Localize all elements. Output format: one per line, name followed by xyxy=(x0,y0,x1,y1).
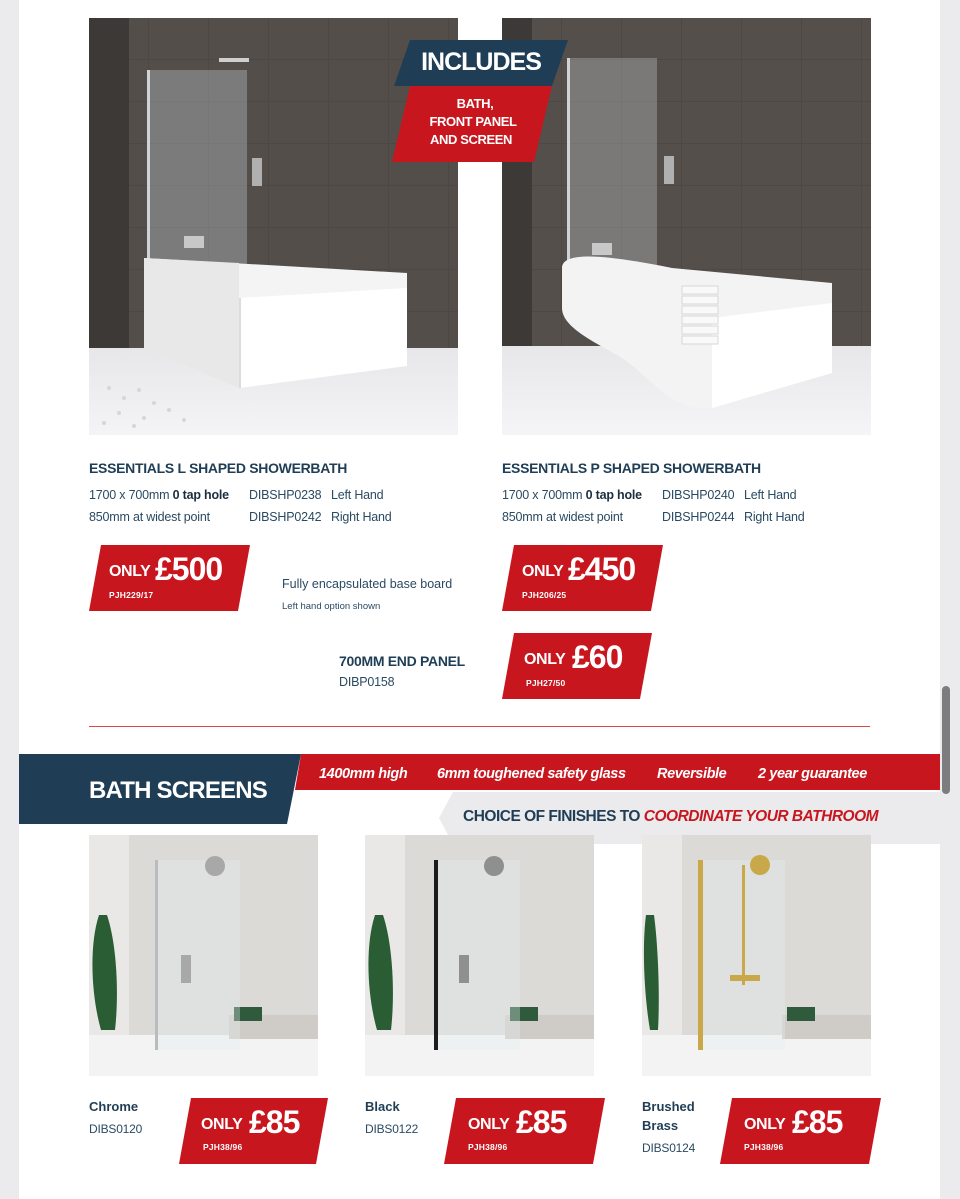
feature-reversible: Reversible xyxy=(657,766,727,782)
feature-guarantee: 2 year guarantee xyxy=(758,766,867,782)
product-title-p-shaped: ESSENTIALS P SHAPED SHOWERBATH xyxy=(502,460,761,476)
finish-line-1: Brushed xyxy=(642,1099,695,1114)
price-only-label: ONLY xyxy=(524,651,566,668)
price-ref: PJH206/25 xyxy=(522,590,567,600)
section-divider xyxy=(89,726,870,727)
price-amount: £450 xyxy=(568,551,636,587)
price-amount: £85 xyxy=(249,1104,300,1140)
product-code-left: DIBSHP0238 xyxy=(249,488,322,502)
product-widest-l-shaped: 850mm at widest point xyxy=(89,510,210,524)
scrollbar-thumb[interactable] xyxy=(942,686,950,794)
product-widest-p-shaped: 850mm at widest point xyxy=(502,510,623,524)
finish-line-1: Black xyxy=(365,1099,400,1114)
price-ref: PJH38/96 xyxy=(203,1142,243,1152)
price-tag-p-shaped xyxy=(502,545,663,611)
price-only-label: ONLY xyxy=(109,563,151,580)
bath-screens-heading: BATH SCREENS xyxy=(89,777,267,804)
product-code-left: DIBSHP0240 xyxy=(662,488,735,502)
size-text: 1700 x 700mm xyxy=(502,488,583,502)
price-only-label: ONLY xyxy=(744,1116,786,1133)
finish-line-1: Chrome xyxy=(89,1099,139,1114)
finish-name-chrome xyxy=(89,1097,138,1116)
product-title-l-shaped: ESSENTIALS L SHAPED SHOWERBATH xyxy=(89,460,348,476)
price-amount: £85 xyxy=(792,1104,843,1140)
option-shown-note: Left hand option shown xyxy=(282,601,381,612)
price-amount: £85 xyxy=(516,1104,567,1140)
brass-screen-photo xyxy=(642,835,871,1076)
end-panel-title: 700MM END PANEL xyxy=(339,653,465,669)
product-size-l-shaped xyxy=(89,488,229,502)
product-code-right: DIBSHP0242 xyxy=(249,510,322,524)
chrome-screen-photo xyxy=(89,835,318,1076)
product-side-right: Right Hand xyxy=(331,510,392,524)
price-only-label: ONLY xyxy=(201,1116,243,1133)
product-side-left: Left Hand xyxy=(331,488,384,502)
price-tag-brushed-brass xyxy=(720,1098,881,1164)
product-side-left: Left Hand xyxy=(744,488,797,502)
end-panel-code: DIBP0158 xyxy=(339,675,395,689)
tap-hole-text: 0 tap hole xyxy=(585,488,642,502)
finishes-prefix: CHOICE OF FINISHES TO xyxy=(463,808,640,825)
price-tag-black xyxy=(444,1098,605,1164)
includes-line-1: BATH, xyxy=(456,96,494,111)
price-only-label: ONLY xyxy=(468,1116,510,1133)
product-side-right: Right Hand xyxy=(744,510,805,524)
black-screen-photo xyxy=(365,835,594,1076)
includes-badge xyxy=(392,40,568,162)
finish-code-brushed-brass: DIBS0124 xyxy=(642,1141,696,1155)
size-text: 1700 x 700mm xyxy=(89,488,170,502)
price-ref: PJH38/96 xyxy=(744,1142,784,1152)
tap-hole-text: 0 tap hole xyxy=(172,488,229,502)
price-amount: £60 xyxy=(572,639,623,675)
price-ref: PJH229/17 xyxy=(109,590,154,600)
finishes-highlight: COORDINATE YOUR BATHROOM xyxy=(643,808,879,825)
finish-name-black xyxy=(365,1097,400,1116)
includes-heading: INCLUDES xyxy=(421,48,541,76)
price-ref: PJH27/50 xyxy=(526,678,566,688)
finish-code-black: DIBS0122 xyxy=(365,1122,419,1136)
catalogue-page xyxy=(19,0,940,1199)
price-tag-chrome xyxy=(179,1098,328,1164)
product-code-right: DIBSHP0244 xyxy=(662,510,735,524)
feature-height: 1400mm high xyxy=(319,766,408,782)
finish-line-2: Brass xyxy=(642,1118,679,1133)
price-amount: £500 xyxy=(155,551,223,587)
finishes-tagline xyxy=(463,808,878,826)
feature-glass: 6mm toughened safety glass xyxy=(437,766,626,782)
price-tag-l-shaped xyxy=(89,545,250,611)
price-only-label: ONLY xyxy=(522,563,564,580)
finish-name-brushed-brass xyxy=(642,1097,695,1135)
finish-code-chrome: DIBS0120 xyxy=(89,1122,143,1136)
price-tag-end-panel xyxy=(502,633,652,699)
includes-line-2: FRONT PANEL xyxy=(429,114,517,129)
includes-line-3: AND SCREEN xyxy=(430,132,512,147)
price-ref: PJH38/96 xyxy=(468,1142,508,1152)
base-board-note: Fully encapsulated base board xyxy=(282,577,453,591)
product-size-p-shaped xyxy=(502,488,642,502)
